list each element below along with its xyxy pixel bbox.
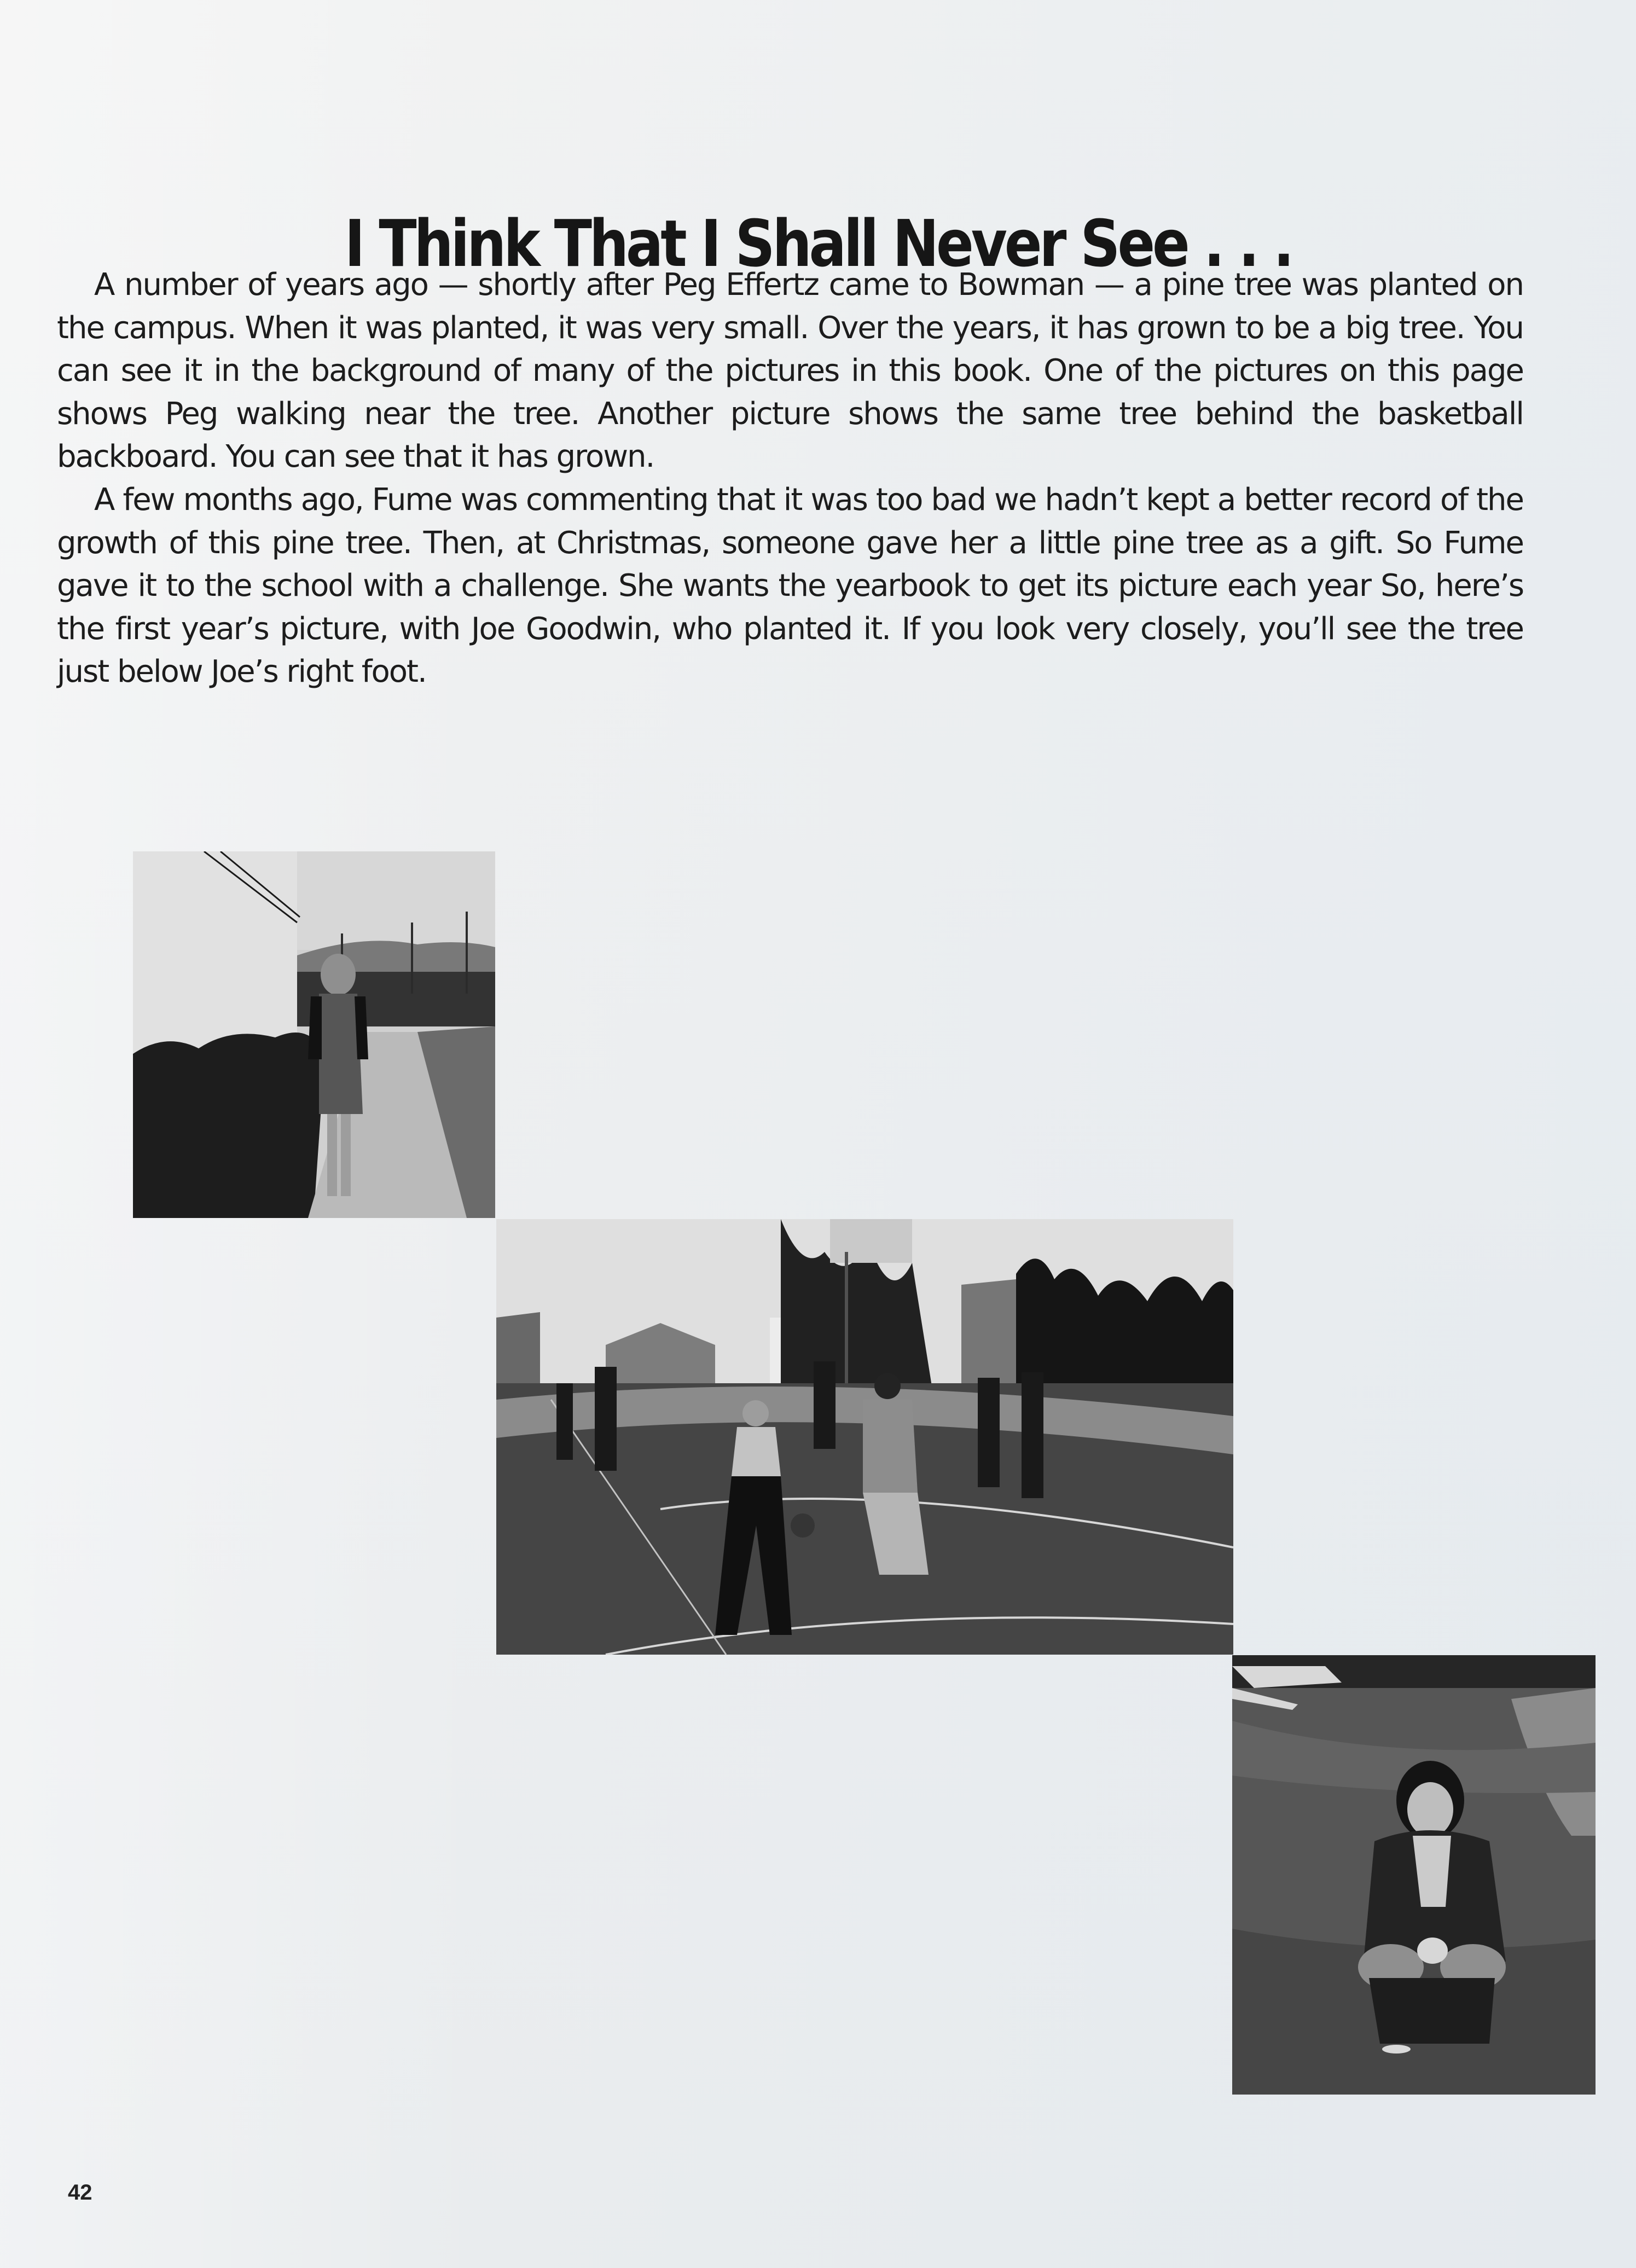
photo-peg-image [133,851,495,1218]
photo-joe-image [1232,1655,1596,2095]
paragraph-1: A number of years ago — shortly after Peg Effertz came to Bowman — a pine tree was planted on the campus. When it was planted, it was very small. Over the years, it has grown to be a big tree. You can see it in the background of many of the pictures in this book. One of the pictures on this page shows Peg walking near the tree. Another picture shows the same tree behind the basketball backboard. You can see that it has grown. [57,267,1523,475]
paragraph-2: A few months ago, Fume was commenting that it was too bad we hadn’t kept a better record of the growth of this pine tree. Then, at Christmas, someone gave her a little pine tree as a gift. So Fume gave it to the school with a challenge. She wants the yearbook to get its picture each year So, here’s the first year’s picture, with Joe Goodwin, who planted it. If you look very closely, you’ll see the tree just below Joe’s right foot. [57,482,1523,690]
photo-joe-goodwin [1232,1655,1596,2095]
photo-peg-walking [133,851,495,1218]
article-body [57,264,1523,694]
photo-basketball-image [496,1219,1233,1655]
page-number: 42 [68,2180,92,2205]
page-title: I Think That I Shall Never See . . . [344,206,1292,282]
photo-basketball-game [496,1219,1233,1655]
